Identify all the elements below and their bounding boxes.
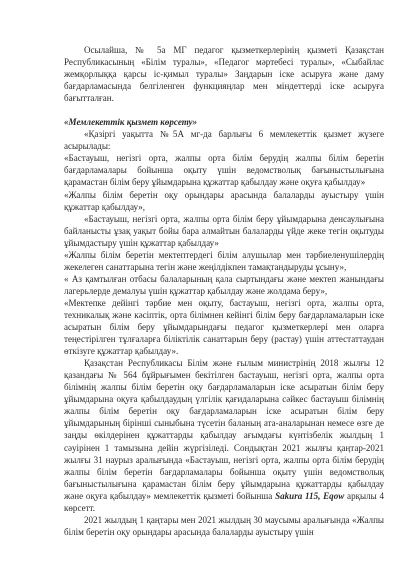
service-item-3: «Бастауыш, негізгі орта, жалпы орта білім беру ұйымдарына денсаулығына байланысты ұзақ уақыт бойы бара алмайтын балаларды үйде жеке тегін оқытуды ұйымдастыру үшін құжаттар қабылдау»: [64, 213, 384, 248]
transfer-paragraph: 2021 жылдың 1 қаңтары мен 2021 жылдың 30 маусымы аралығында «Жалпы білім беретін оқу орындары арасында балаларды ауыстыру үшін: [64, 514, 384, 537]
service-item-6: «Мектепке дейінгі тәрбие мен оқыту, бастауыш, негізгі орта, жалпы орта, техникалық және кәсіптік, орта білімнен кейінгі білім беру бағдарламаларын іске асыратын білім беру ұйымдарындағы педагог қызметкерлері мен оларға теңестірілген тұлғаларға біліктілік санаттарын беру (растау) үшін аттестаттаудан өткізуге құжаттар қабылдау».: [64, 297, 384, 357]
regulation-bold-text: Sakura 115, Eqow: [275, 490, 345, 501]
paragraph-gap: [64, 104, 384, 116]
regulation-text: Қазақстан Республикасы Білім және ғылым министрінің 2018 жылғы 12 қазандағы № 564 бұйрығымен бекітілген бастауыш, негізгі орта, жалпы орта білімнің жалпы білім беретін оқу бағдарламаларын іске асыратын білім беру ұйымдарына оқуға қабылдаудың үлгілік қағидаларына сәйкес бастауыш білімнің жалпы білім беретін оқу бағдарламаларын іске асыратын білім беру ұйымдарының бірінші сыныбына түсетін баланың ата-аналарынан немесе өзге де заңды өкілдерінен құжаттарды қабылдау ағымдағы күнтізбелік жылдың 1 сәуірінен 1 тамызына дейін жүргізіледі. Сондықтан 2021 жылғы қаңтар-2021 жылғы 31 наурыз аралығында «Бастауыш, негізгі орта, жалпы орта білім берудің жалпы білім беретін бағдарламалары бойынша оқыту үшін ведомстволық бағыныстылығына қарамастан білім беру ұйымдарына құжаттарды қабылдау және оқуға қабылдау» мемлекеттік қызметі бойынша: [64, 358, 384, 501]
service-item-5: « Аз қамтылған отбасы балаларының қала сыртындағы және мектеп жанындағы лагерьлерде демалуы үшін құжаттар қабылдау және жолдама беру»,: [64, 273, 384, 296]
services-intro-paragraph: «Қазіргі уақытта №5А мг-да барлығы 6 мемлекеттік қызмет жүзеге асырылады:: [64, 129, 384, 152]
service-item-4: «Жалпы білім беретін мектептердегі білім алушылар мен тәрбиеленушілердің жекелеген санаттарына тегін және жеңілдікпен тамақтандыруды ұсыну»,: [64, 249, 384, 272]
regulation-tail-text: арқылы 4 көрсетт.: [64, 490, 384, 513]
section-heading: «Мемлекеттік қызмет көрсету»: [64, 117, 198, 128]
service-item-2: «Жалпы білім беретін оқу орындары арасында балаларды ауыстыру үшін құжаттар қабылдау»,: [64, 189, 384, 212]
intro-paragraph: Осылайша, № 5а МГ педагог қызметкерлерінің қызметі Қазақстан Республикасының «Білім туралы», «Педагог мәртебесі туралы», «Сыбайлас жемқорлыққа қарсы іс-қимыл туралы» Заңдарын іске асыруға және даму бағдарламасында белгіленген функцияңлар мен міндеттерді іске асыруға бағытталған.: [64, 45, 384, 104]
regulation-paragraph: [64, 357, 384, 514]
service-item-1: «Бастауыш, негізгі орта, жалпы орта білім берудің жалпы білім беретін бағдарламалары бойынша оқыту үшін ведомстволық бағыныстылығына қарамастан білім беру ұйымдарына құжаттар қабылдау және оқуға қабылдау»: [64, 153, 384, 188]
